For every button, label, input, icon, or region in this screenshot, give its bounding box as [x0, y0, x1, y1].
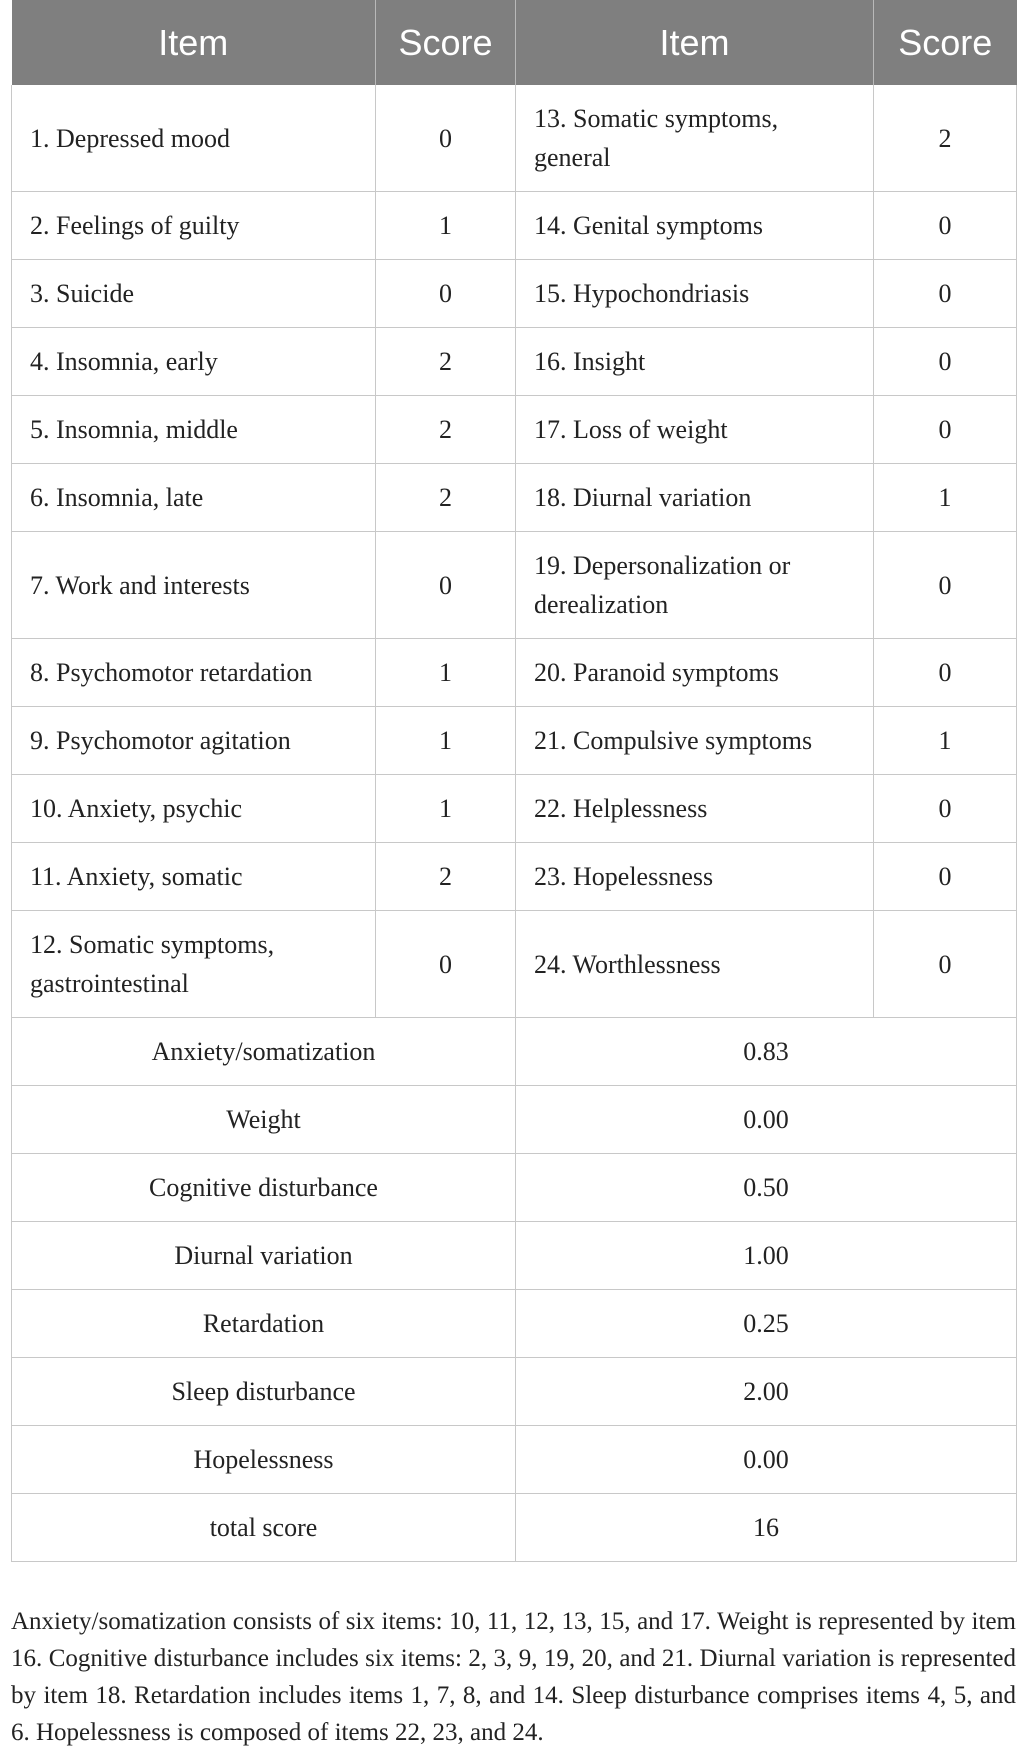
- item-cell: 16. Insight: [516, 328, 874, 396]
- table-row: [12, 260, 1017, 328]
- summary-row: [12, 1358, 1017, 1426]
- item-cell: 21. Compulsive symptoms: [516, 707, 874, 775]
- table-footnote: Anxiety/somatization consists of six items: 10, 11, 12, 13, 15, and 17. Weight is represented by item 16. Cognitive disturbance includes six items: 2, 3, 9, 19, 20, and 21. Diurnal variation is represented by item 18. Retardation includes items 1, 7, 8, and 14. Sleep disturbance comprises items 4, 5, and 6. Hopelessness is composed of items 22, 23, and 24.: [11, 1608, 1016, 1746]
- score-cell: 0: [874, 843, 1017, 911]
- score-cell: 0: [376, 911, 516, 1018]
- summary-row: [12, 1018, 1017, 1086]
- header-score: Score: [376, 0, 516, 85]
- score-cell: 2: [376, 396, 516, 464]
- item-cell: 13. Somatic symptoms, general: [516, 85, 874, 192]
- table-row: [12, 775, 1017, 843]
- score-cell: 1: [874, 464, 1017, 532]
- item-cell: 7. Work and interests: [12, 532, 376, 639]
- item-cell: 5. Insomnia, middle: [12, 396, 376, 464]
- score-cell: 1: [376, 775, 516, 843]
- score-cell: 0: [376, 532, 516, 639]
- factor-value: 2.00: [516, 1358, 1017, 1426]
- score-cell: 0: [874, 396, 1017, 464]
- item-cell: 17. Loss of weight: [516, 396, 874, 464]
- item-cell: 3. Suicide: [12, 260, 376, 328]
- factor-label: Anxiety/somatization: [12, 1018, 516, 1086]
- table-row: [12, 532, 1017, 639]
- summary-row: [12, 1290, 1017, 1358]
- factor-label: Weight: [12, 1086, 516, 1154]
- score-cell: 0: [874, 532, 1017, 639]
- total-score-label: total score: [12, 1494, 516, 1562]
- score-cell: 0: [376, 85, 516, 192]
- factor-value: 0.00: [516, 1426, 1017, 1494]
- item-cell: 4. Insomnia, early: [12, 328, 376, 396]
- item-cell: 11. Anxiety, somatic: [12, 843, 376, 911]
- score-cell: 1: [376, 639, 516, 707]
- header-item: Item: [12, 0, 376, 85]
- summary-row: [12, 1426, 1017, 1494]
- score-cell: 1: [376, 707, 516, 775]
- score-cell: 2: [376, 328, 516, 396]
- item-cell: 10. Anxiety, psychic: [12, 775, 376, 843]
- factor-value: 0.25: [516, 1290, 1017, 1358]
- item-cell: 9. Psychomotor agitation: [12, 707, 376, 775]
- score-cell: 0: [874, 260, 1017, 328]
- header-score-2: Score: [874, 0, 1017, 85]
- score-cell: 0: [874, 192, 1017, 260]
- score-cell: 0: [874, 775, 1017, 843]
- item-cell: 19. Depersonalization or derealization: [516, 532, 874, 639]
- item-cell: 8. Psychomotor retardation: [12, 639, 376, 707]
- total-score-row: [12, 1494, 1017, 1562]
- table-row: [12, 911, 1017, 1018]
- factor-value: 0.50: [516, 1154, 1017, 1222]
- summary-row: [12, 1154, 1017, 1222]
- table-row: [12, 328, 1017, 396]
- factor-value: 0.83: [516, 1018, 1017, 1086]
- factor-value: 0.00: [516, 1086, 1017, 1154]
- item-cell: 20. Paranoid symptoms: [516, 639, 874, 707]
- header-item-2: Item: [516, 0, 874, 85]
- item-cell: 18. Diurnal variation: [516, 464, 874, 532]
- score-cell: 0: [874, 328, 1017, 396]
- table-row: [12, 707, 1017, 775]
- score-cell: 0: [874, 639, 1017, 707]
- table-row: [12, 464, 1017, 532]
- factor-value: 1.00: [516, 1222, 1017, 1290]
- item-cell: 22. Helplessness: [516, 775, 874, 843]
- factor-label: Cognitive disturbance: [12, 1154, 516, 1222]
- item-cell: 14. Genital symptoms: [516, 192, 874, 260]
- factor-label: Sleep disturbance: [12, 1358, 516, 1426]
- item-cell: 6. Insomnia, late: [12, 464, 376, 532]
- table-row: [12, 843, 1017, 911]
- summary-row: [12, 1086, 1017, 1154]
- table-row: [12, 396, 1017, 464]
- score-cell: 2: [376, 464, 516, 532]
- table-row: [12, 192, 1017, 260]
- score-cell: 1: [874, 707, 1017, 775]
- score-cell: 2: [874, 85, 1017, 192]
- score-cell: 0: [376, 260, 516, 328]
- item-cell: 12. Somatic symptoms, gastrointestinal: [12, 911, 376, 1018]
- item-cell: 24. Worthlessness: [516, 911, 874, 1018]
- item-cell: 2. Feelings of guilty: [12, 192, 376, 260]
- factor-label: Retardation: [12, 1290, 516, 1358]
- table-header-row: [12, 0, 1017, 85]
- score-cell: 0: [874, 911, 1017, 1018]
- item-cell: 15. Hypochondriasis: [516, 260, 874, 328]
- score-cell: 2: [376, 843, 516, 911]
- score-cell: 1: [376, 192, 516, 260]
- item-cell: 1. Depressed mood: [12, 85, 376, 192]
- total-score-value: 16: [516, 1494, 1017, 1562]
- factor-label: Hopelessness: [12, 1426, 516, 1494]
- table-row: [12, 85, 1017, 192]
- table-row: [12, 639, 1017, 707]
- summary-row: [12, 1222, 1017, 1290]
- factor-label: Diurnal variation: [12, 1222, 516, 1290]
- hamd-score-table-container: [11, 0, 1016, 1562]
- hamd-score-table: [11, 0, 1017, 1562]
- item-cell: 23. Hopelessness: [516, 843, 874, 911]
